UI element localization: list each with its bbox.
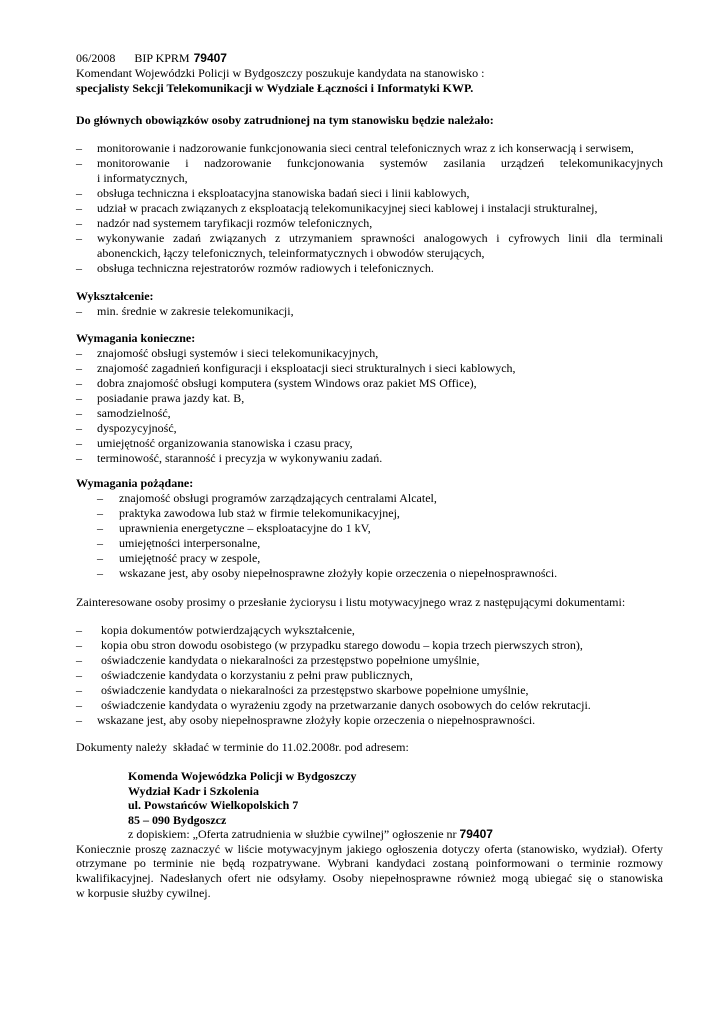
address-line: ul. Powstańców Wielkopolskich 7	[128, 798, 299, 812]
bullet-dash: –	[76, 346, 82, 360]
duty-item-text: monitorowanie i nadzorowanie funkcjonowania sieci central telefonicznych wraz z ich konserwacją i serwisem,	[97, 141, 634, 155]
duty-item	[76, 216, 663, 231]
document-item	[76, 698, 663, 713]
requirement-item-text: samodzielność,	[97, 406, 171, 420]
required-list	[76, 346, 663, 466]
desired-item	[76, 551, 663, 566]
mailing-address	[76, 769, 663, 842]
bullet-dash: –	[76, 623, 82, 637]
address-line: 85 – 090 Bydgoszcz	[128, 812, 227, 827]
document-item-text: oświadczenie kandydata o niekaralności za przestępstwo skarbowe popełnione umyślnie,	[101, 683, 529, 697]
duty-item	[76, 201, 663, 216]
document-item	[76, 638, 663, 653]
requirement-item-text: dobra znajomość obsługi komputera (system Windows oraz pakiet MS Office),	[97, 376, 477, 390]
desired-item	[76, 506, 663, 521]
bip-label: BIP KPRM	[134, 51, 190, 65]
requirement-item	[76, 436, 663, 451]
duty-item	[76, 186, 663, 201]
bullet-dash: –	[76, 156, 82, 170]
application-intro: Zainteresowane osoby prosimy o przesłanie życiorysu i listu motywacyjnego wraz z następującymi dokumentami:	[76, 595, 626, 609]
education-list	[76, 304, 663, 319]
duty-item	[76, 141, 663, 156]
bullet-dash: –	[76, 231, 82, 245]
requirement-item	[76, 376, 663, 391]
desired-heading: Wymagania pożądane:	[76, 476, 194, 490]
position-title: specjalisty Sekcji Telekomunikacji w Wydziale Łączności i Informatyki KWP.	[76, 81, 474, 95]
bullet-dash: –	[76, 698, 82, 712]
duties-heading: Do głównych obowiązków osoby zatrudnionej na tym stanowisku będzie należało:	[76, 113, 494, 127]
bullet-dash: –	[76, 436, 82, 450]
duty-item	[76, 156, 663, 186]
duty-item-text: wykonywanie zadań związanych z utrzymaniem sprawności analogowych i cyfrowych linii dla terminali abonenckich, łączy telefonicznych, teleinformatycznych i obwodów sterujących,	[97, 231, 663, 260]
closing-paragraph: Koniecznie proszę zaznaczyć w liście motywacyjnym jakiego ogłoszenia dotyczy oferta (stanowisko, wydział). Oferty otrzymane po terminie nie będą rozpatrywane. Wybrani kandydaci zostaną poinformowani o terminie rozmowy kwalifikacyjnej. Nadesłanych ofert nie odsyłamy. Osoby niepełnosprawne również mogą ubiegać się o stanowiska w korpusie służby cywilnej.	[76, 841, 663, 900]
bullet-dash: –	[76, 304, 82, 318]
education-item-text: min. średnie w zakresie telekomunikacji,	[97, 304, 294, 318]
bullet-dash: –	[97, 536, 103, 550]
requirement-item-text: dyspozycyjność,	[97, 421, 177, 435]
posting-number: 79407	[193, 51, 227, 65]
bullet-dash: –	[76, 216, 82, 230]
application-documents-list	[76, 623, 663, 728]
requirement-item	[76, 391, 663, 406]
bullet-dash: –	[76, 201, 82, 215]
duty-item-text: nadzór nad systemem taryfikacji rozmów telefonicznych,	[97, 216, 373, 230]
document-item	[76, 653, 663, 668]
education-item	[76, 304, 663, 319]
document-item-text: oświadczenie kandydata o niekaralności za przestępstwo popełnione umyślnie,	[101, 653, 480, 667]
document-item-text: oświadczenie kandydata o wyrażeniu zgody na przetwarzanie danych osobowych do celów rekrutacji.	[101, 698, 591, 712]
document-item	[76, 713, 663, 728]
bullet-dash: –	[76, 713, 82, 727]
requirement-item-text: znajomość zagadnień konfiguracji i eksploatacji sieci strukturalnych i sieci kablowych,	[97, 361, 516, 375]
bullet-dash: –	[76, 261, 82, 275]
duty-item-text: monitorowanie i nadzorowanie funkcjonowania systemów zasilania urządzeń telekomunikacyjnych i informatycznych,	[97, 156, 663, 185]
document-header	[76, 51, 663, 96]
bullet-dash: –	[76, 638, 82, 652]
bullet-dash: –	[76, 406, 82, 420]
bullet-dash: –	[76, 186, 82, 200]
requirement-item-text: znajomość obsługi systemów i sieci telekomunikacyjnych,	[97, 346, 379, 360]
address-line: Komenda Wojewódzka Policji w Bydgoszczy	[128, 769, 357, 783]
duty-item	[76, 261, 663, 276]
job-posting-document	[76, 51, 663, 900]
duty-item	[76, 231, 663, 261]
requirement-item	[76, 361, 663, 376]
document-item-text: wskazane jest, aby osoby niepełnosprawne złożyły kopie orzeczenia o niepełnosprawności.	[97, 713, 536, 727]
bullet-dash: –	[97, 521, 103, 535]
bullet-dash: –	[76, 668, 82, 682]
bullet-dash: –	[97, 551, 103, 565]
duty-item-text: obsługa techniczna rejestratorów rozmów radiowych i telefonicznych.	[97, 261, 434, 275]
bullet-dash: –	[97, 566, 103, 580]
requirement-item-text: terminowość, staranność i precyzja w wykonywaniu zadań.	[97, 451, 383, 465]
desired-item-text: praktyka zawodowa lub staż w firmie telekomunikacyjnej,	[119, 506, 400, 520]
desired-item	[76, 536, 663, 551]
bullet-dash: –	[76, 361, 82, 375]
education-heading: Wykształcenie:	[76, 289, 154, 303]
desired-item	[76, 521, 663, 536]
requirement-item-text: posiadanie prawa jazdy kat. B,	[97, 391, 245, 405]
duty-item-text: udział w pracach związanych z eksploatacją telekomunikacyjnej sieci kablowej i instalacji strukturalnej,	[97, 201, 598, 215]
duty-item-text: obsługa techniczna i eksploatacyjna stanowiska badań sieci i linii kablowych,	[97, 186, 470, 200]
requirement-item-text: umiejętność organizowania stanowiska i czasu pracy,	[97, 436, 353, 450]
document-item	[76, 623, 663, 638]
address-note-number: 79407	[459, 827, 493, 841]
desired-item-text: umiejętność pracy w zespole,	[119, 551, 261, 565]
requirement-item	[76, 346, 663, 361]
desired-item-text: uprawnienia energetyczne – eksploatacyjne do 1 kV,	[119, 521, 371, 535]
requirement-item	[76, 406, 663, 421]
address-note-text: z dopiskiem: „Oferta zatrudnienia w służbie cywilnej” ogłoszenie nr	[128, 827, 460, 841]
bullet-dash: –	[76, 141, 82, 155]
bullet-dash: –	[97, 491, 103, 505]
posting-date: 06/2008	[76, 51, 116, 65]
intro-text: Komendant Wojewódzki Policji w Bydgoszczy poszukuje kandydata na stanowisko :	[76, 66, 485, 80]
duties-list	[76, 141, 663, 276]
document-item-text: oświadczenie kandydata o korzystaniu z pełni praw publicznych,	[101, 668, 413, 682]
bullet-dash: –	[76, 376, 82, 390]
bullet-dash: –	[76, 683, 82, 697]
document-item-text: kopia obu stron dowodu osobistego (w przypadku starego dowodu – kopia trzech pierwszych stron),	[101, 638, 583, 652]
address-line: Wydział Kadr i Szkolenia	[128, 783, 260, 798]
deadline-text: Dokumenty należy składać w terminie do 11.02.2008r. pod adresem:	[76, 740, 409, 754]
address-note	[128, 827, 663, 842]
required-heading: Wymagania konieczne:	[76, 331, 196, 345]
bullet-dash: –	[97, 506, 103, 520]
document-item-text: kopia dokumentów potwierdzających wykształcenie,	[101, 623, 355, 637]
bullet-dash: –	[76, 653, 82, 667]
desired-list	[76, 491, 663, 581]
bullet-dash: –	[76, 451, 82, 465]
bullet-dash: –	[76, 421, 82, 435]
reference-line	[76, 51, 663, 66]
requirement-item	[76, 451, 663, 466]
desired-item-text: umiejętności interpersonalne,	[119, 536, 261, 550]
desired-item-text: znajomość obsługi programów zarządzających centralami Alcatel,	[119, 491, 437, 505]
bullet-dash: –	[76, 391, 82, 405]
document-item	[76, 668, 663, 683]
desired-item	[76, 491, 663, 506]
desired-item-text: wskazane jest, aby osoby niepełnosprawne złożyły kopie orzeczenia o niepełnosprawności.	[119, 566, 558, 580]
document-item	[76, 683, 663, 698]
requirement-item	[76, 421, 663, 436]
desired-item	[76, 566, 663, 581]
